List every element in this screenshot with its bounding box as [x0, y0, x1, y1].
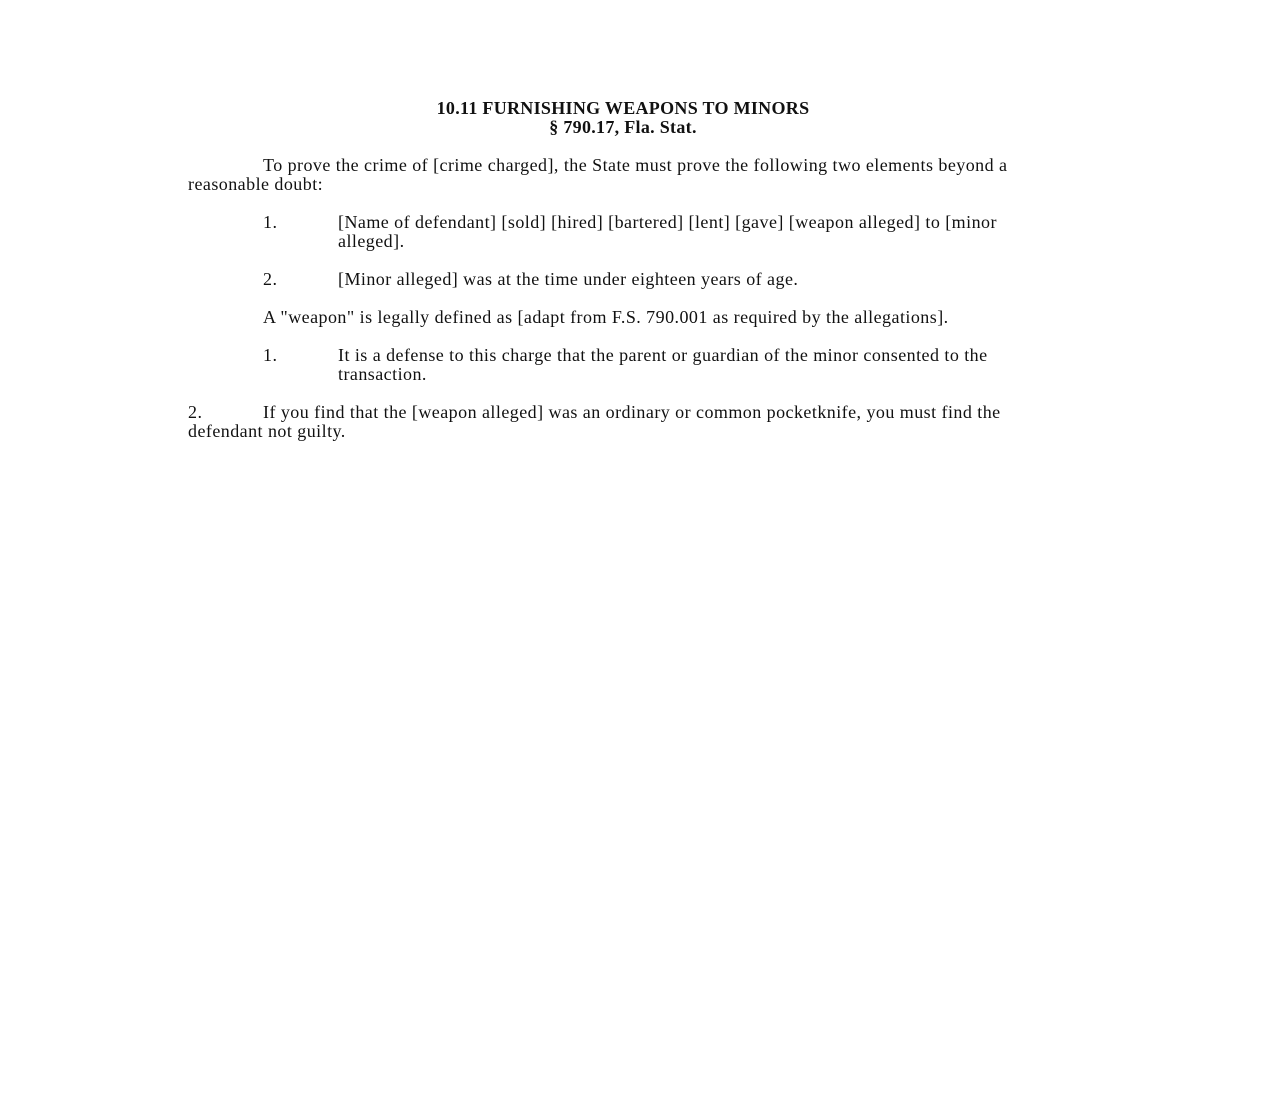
closing-paragraph — [188, 403, 1058, 441]
statute-citation: § 790.17, Fla. Stat. — [549, 117, 697, 137]
definition-paragraph: A "weapon" is legally defined as [adapt from F.S. 790.001 as required by the allegations]. — [263, 307, 949, 327]
closing-number: 2. — [188, 402, 203, 422]
defense-number: 1. — [263, 345, 278, 365]
element-number: 2. — [263, 269, 278, 289]
defense-item — [188, 346, 1058, 384]
element-text: [Name of defendant] [sold] [hired] [bartered] [lent] [gave] [weapon alleged] to [minor alleged]. — [338, 212, 997, 251]
element-text: [Minor alleged] was at the time under eighteen years of age. — [338, 269, 799, 289]
document-title: 10.11 FURNISHING WEAPONS TO MINORS — [436, 98, 810, 118]
element-item — [188, 213, 1058, 251]
element-item — [188, 270, 1058, 289]
defense-text: It is a defense to this charge that the parent or guardian of the minor consented to the transaction. — [338, 345, 988, 384]
element-number: 1. — [263, 212, 278, 232]
document-page — [188, 99, 1058, 441]
closing-text: If you find that the [weapon alleged] was an ordinary or common pocketknife, you must find the defendant not guilty. — [188, 402, 1001, 441]
intro-paragraph: To prove the crime of [crime charged], the State must prove the following two elements beyond a reasonable doubt: — [188, 155, 1008, 194]
